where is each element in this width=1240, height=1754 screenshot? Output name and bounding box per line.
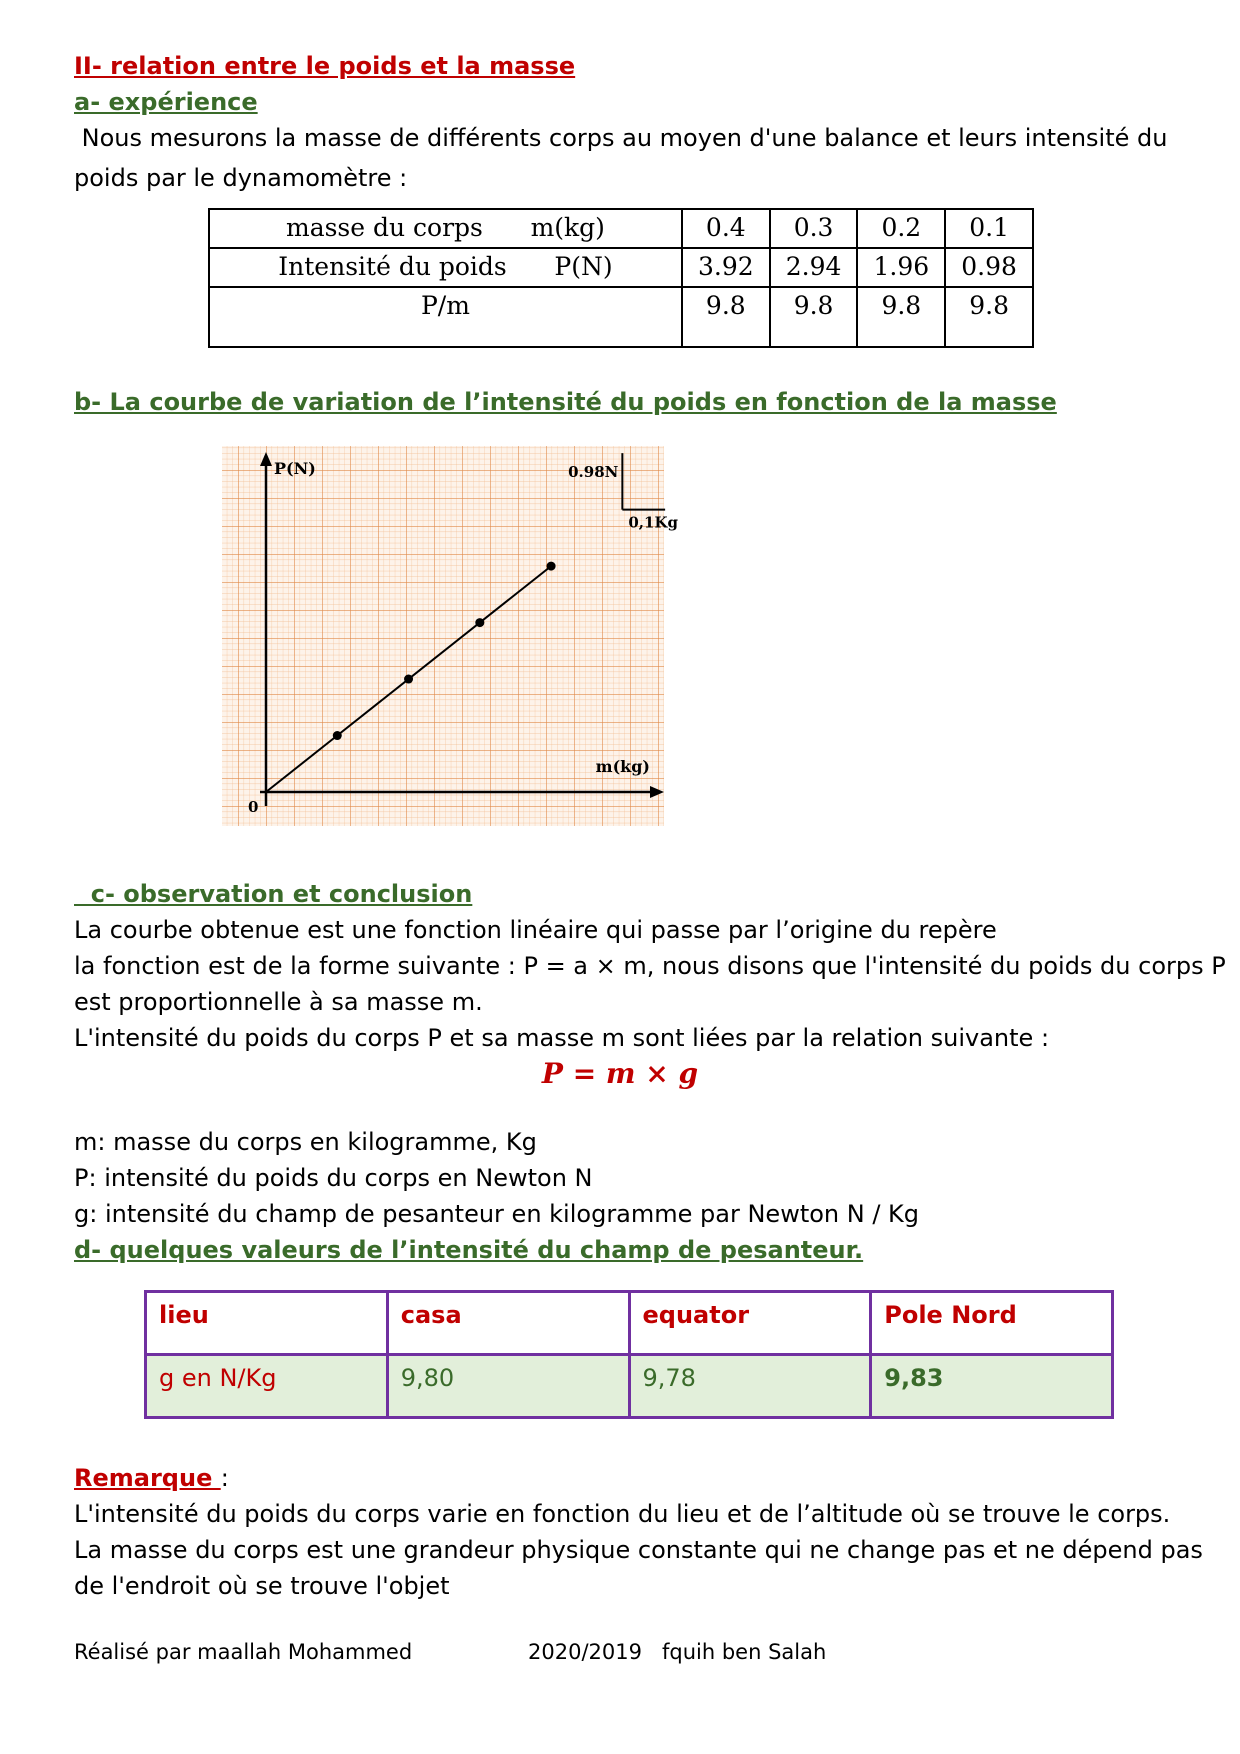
scale-y-label: 0.98N	[568, 463, 619, 482]
measurement-table	[208, 208, 1034, 348]
table-cell: 0.4	[682, 209, 770, 248]
table-row	[146, 1292, 1113, 1355]
conclusion-line3: est proportionnelle à sa masse m.	[74, 988, 483, 1016]
origin-label: 0	[248, 798, 259, 816]
formula: P = m × g	[541, 1057, 699, 1090]
table-cell: 9.8	[945, 287, 1033, 347]
section-title: II- relation entre le poids et la masse	[74, 52, 576, 80]
table-row	[209, 248, 1033, 287]
value-casa: 9,80	[387, 1355, 629, 1418]
data-point	[404, 675, 413, 684]
table-cell: 3.92	[682, 248, 770, 287]
weight-mass-chart	[222, 446, 678, 826]
y-axis-label: P(N)	[274, 459, 316, 478]
row-label-ratio: P/m	[209, 287, 682, 347]
heading-observation: c- observation et conclusion	[74, 880, 473, 908]
remark-title: Remarque	[74, 1464, 221, 1492]
value-pole-nord: 9,83	[871, 1355, 1113, 1418]
table-cell: 9.8	[770, 287, 858, 347]
table-cell: 9.8	[682, 287, 770, 347]
x-axis-label: m(kg)	[595, 757, 650, 776]
definition-g: g: intensité du champ de pesanteur en kilogramme par Newton N / Kg	[74, 1200, 920, 1228]
header-equator: equator	[629, 1292, 871, 1355]
header-pole-nord: Pole Nord	[871, 1292, 1113, 1355]
conclusion-line2: la fonction est de la forme suivante : P = a × m, nous disons que l'intensité du poids du corps P	[74, 952, 1226, 980]
table-cell: 2.94	[770, 248, 858, 287]
heading-curve: b- La courbe de variation de l’intensité du poids en fonction de la masse	[74, 388, 1057, 416]
remark-line2: La masse du corps est une grandeur physique constante qui ne change pas et ne dépend pas	[74, 1536, 1203, 1564]
header-lieu: lieu	[146, 1292, 388, 1355]
heading-gravity-values: d- quelques valeurs de l’intensité du champ de pesanteur.	[74, 1236, 864, 1264]
table-row	[209, 287, 1033, 347]
definition-p: P: intensité du poids du corps en Newton N	[74, 1164, 593, 1192]
definition-m: m: masse du corps en kilogramme, Kg	[74, 1128, 537, 1156]
table-cell: 9.8	[857, 287, 945, 347]
remark-line3: de l'endroit où se trouve l'objet	[74, 1572, 450, 1600]
footer-author: Réalisé par maallah Mohammed	[74, 1640, 413, 1664]
experience-text-line2: poids par le dynamomètre :	[74, 164, 408, 192]
header-casa: casa	[387, 1292, 629, 1355]
row-label-weight: Intensité du poids P(N)	[209, 248, 682, 287]
data-point	[475, 618, 484, 627]
data-point	[333, 731, 342, 740]
row-label-g: g en N/Kg	[146, 1355, 388, 1418]
experience-text-line1: Nous mesurons la masse de différents corps au moyen d'une balance et leurs intensité du	[74, 124, 1168, 152]
value-equator: 9,78	[629, 1355, 871, 1418]
table-cell: 0.2	[857, 209, 945, 248]
heading-experience: a- expérience	[74, 88, 258, 116]
table-cell: 0.98	[945, 248, 1033, 287]
remark-line1: L'intensité du poids du corps varie en fonction du lieu et de l’altitude où se trouve le corps.	[74, 1500, 1171, 1528]
table-cell: 0.1	[945, 209, 1033, 248]
table-row	[209, 209, 1033, 248]
conclusion-line1: La courbe obtenue est une fonction linéaire qui passe par l’origine du repère	[74, 916, 997, 944]
conclusion-line4: L'intensité du poids du corps P et sa masse m sont liées par la relation suivante :	[74, 1024, 1050, 1052]
gravity-table	[144, 1290, 1114, 1419]
data-point	[547, 562, 556, 571]
remark-title-line	[74, 1460, 229, 1496]
table-row	[146, 1355, 1113, 1418]
remark-colon: :	[220, 1464, 229, 1492]
scale-x-label: 0,1Kg	[628, 513, 678, 532]
footer-year-place: 2020/2019 fquih ben Salah	[528, 1640, 827, 1664]
row-label-mass: masse du corps m(kg)	[209, 209, 682, 248]
table-cell: 1.96	[857, 248, 945, 287]
table-cell: 0.3	[770, 209, 858, 248]
